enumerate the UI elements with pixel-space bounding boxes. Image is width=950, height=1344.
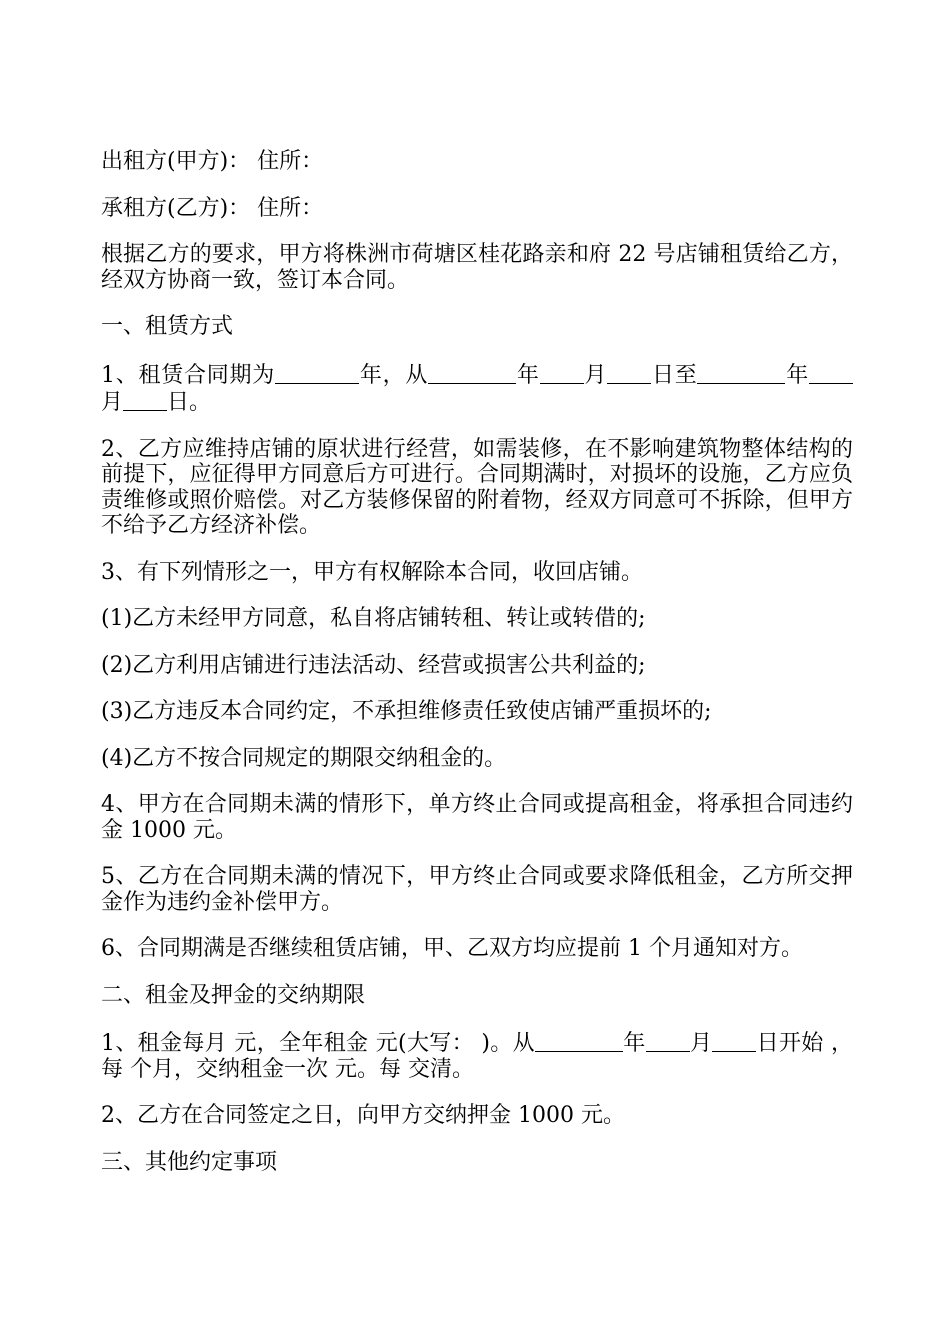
termination-item-3: (3)乙方违反本合同约定，不承担维修责任致使店铺严重损坏的; bbox=[101, 699, 712, 724]
clause-termination-rights: 3、有下列情形之一，甲方有权解除本合同，收回店铺。 bbox=[101, 559, 643, 585]
clause-lessor-breach: 4、甲方在合同期未满的情形下，单方终止合同或提高租金，将承担合同违约金 1000 元。 bbox=[101, 792, 853, 843]
blank-start-month bbox=[540, 363, 584, 384]
contract-page bbox=[101, 149, 853, 1196]
clause-lease-term bbox=[101, 361, 853, 416]
lease-term-text-7: 月 bbox=[101, 390, 124, 415]
blank-rent-year bbox=[535, 1031, 623, 1052]
blank-rent-day bbox=[712, 1031, 756, 1052]
blank-start-year bbox=[428, 363, 516, 384]
section-heading-lease-method: 一、租赁方式 bbox=[101, 314, 234, 339]
rent-text-4: 日开始 ，每 个月，交纳租金一次 元。每 交清。 bbox=[101, 1031, 853, 1082]
rent-text-1: 1、租金每月 元，全年租金 元(大写： )。从 bbox=[101, 1031, 535, 1056]
clause-rent-payment bbox=[101, 1029, 853, 1082]
blank-rent-month bbox=[646, 1031, 690, 1052]
blank-end-month bbox=[809, 363, 853, 384]
clause-maintenance: 2、乙方应维持店铺的原状进行经营，如需装修，在不影响建筑物整体结构的前提下，应征得甲方同意后方可进行。合同期满时，对损坏的设施，乙方应负责维修或照价赔偿。对乙方装修保留的附着物，经双方同意可不拆除，但甲方不给予乙方经济补偿。 bbox=[101, 436, 853, 538]
blank-start-day bbox=[607, 363, 651, 384]
section-heading-rent-deposit: 二、租金及押金的交纳期限 bbox=[101, 982, 366, 1008]
termination-item-1: (1)乙方未经甲方同意，私自将店铺转租、转让或转借的; bbox=[101, 606, 646, 631]
lease-term-text-5: 日至 bbox=[651, 362, 698, 388]
lessee-line: 承租方(乙方)： 住所： bbox=[101, 195, 324, 221]
lease-term-text-3: 年 bbox=[516, 362, 540, 388]
section-heading-other-matters: 三、其他约定事项 bbox=[101, 1149, 278, 1175]
lessor-line: 出租方(甲方)： 住所： bbox=[101, 149, 324, 174]
blank-term-years bbox=[275, 363, 359, 384]
lease-term-text-6: 年 bbox=[785, 362, 809, 388]
clause-deposit: 2、乙方在合同签定之日，向甲方交纳押金 1000 元。 bbox=[101, 1103, 625, 1128]
blank-end-year bbox=[697, 363, 785, 384]
termination-item-2: (2)乙方利用店铺进行违法活动、经营或损害公共利益的; bbox=[101, 652, 646, 678]
clause-lessee-breach: 5、乙方在合同期未满的情况下，甲方终止合同或要求降低租金，乙方所交押金作为违约金补偿甲方。 bbox=[101, 864, 853, 915]
rent-text-2: 年 bbox=[622, 1031, 646, 1056]
lease-term-text-8: 日。 bbox=[167, 390, 212, 415]
blank-end-day bbox=[123, 390, 167, 411]
lease-term-text-1: 1、租赁合同期为 bbox=[101, 362, 276, 388]
lease-term-text-2: 年，从 bbox=[359, 362, 429, 388]
preamble: 根据乙方的要求，甲方将株洲市荷塘区桂花路亲和府 22 号店铺租赁给乙方，经双方协商一致，签订本合同。 bbox=[101, 242, 853, 293]
rent-text-3: 月 bbox=[689, 1031, 713, 1056]
termination-item-4: (4)乙方不按合同规定的期限交纳租金的。 bbox=[101, 745, 507, 771]
lease-term-text-4: 月 bbox=[583, 362, 608, 388]
clause-renewal-notice: 6、合同期满是否继续租赁店铺，甲、乙双方均应提前 1 个月通知对方。 bbox=[101, 936, 803, 961]
